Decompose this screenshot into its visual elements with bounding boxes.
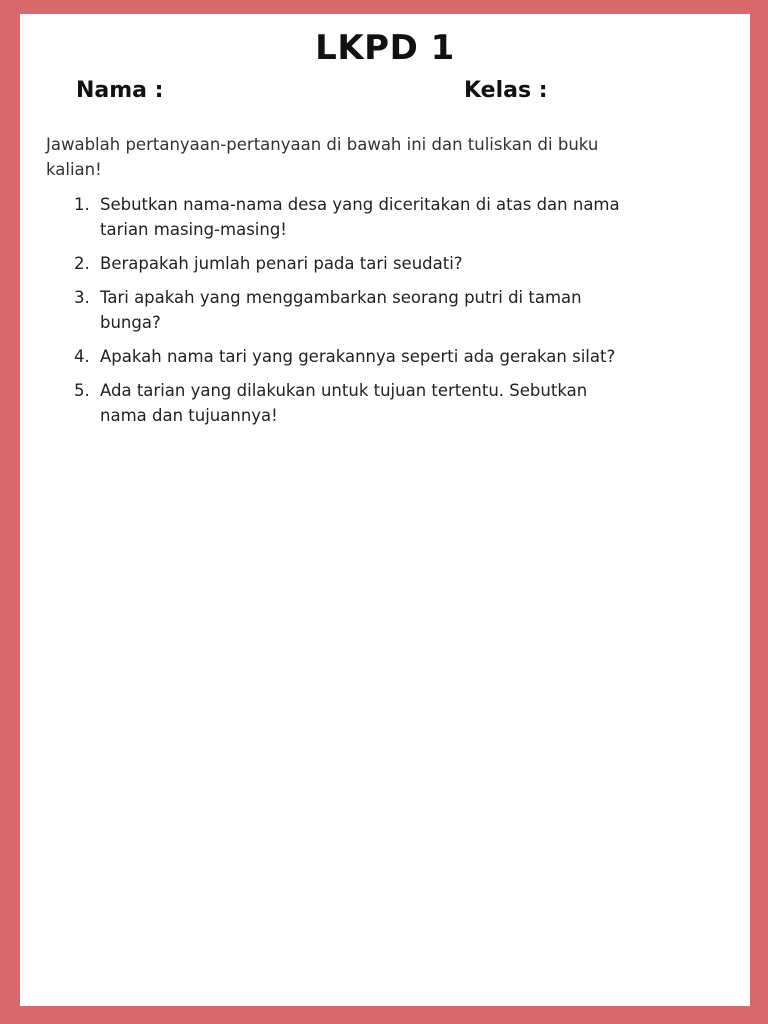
question-text: Berapakah jumlah penari pada tari seudati? (100, 254, 463, 273)
question-number: 2. (74, 254, 90, 273)
instruction-text: Jawablah pertanyaan-pertanyaan di bawah ini dan tuliskan di buku kalian! (46, 135, 599, 179)
question-item (74, 251, 634, 276)
worksheet-page (20, 14, 750, 1006)
question-number: 3. (74, 288, 90, 307)
class-label: Kelas : (464, 78, 548, 103)
question-item (74, 285, 634, 335)
question-number: 4. (74, 347, 90, 366)
question-number: 1. (74, 195, 90, 214)
question-text: Tari apakah yang menggambarkan seorang putri di taman bunga? (100, 288, 582, 332)
question-text: Apakah nama tari yang gerakannya seperti ada gerakan silat? (100, 347, 616, 366)
question-number: 5. (74, 381, 90, 400)
question-list (74, 192, 634, 437)
question-text: Ada tarian yang dilakukan untuk tujuan tertentu. Sebutkan nama dan tujuannya! (100, 381, 588, 425)
question-item (74, 192, 634, 242)
question-item (74, 378, 634, 428)
name-label: Nama : (76, 78, 164, 103)
question-text: Sebutkan nama-nama desa yang diceritakan di atas dan nama tarian masing-masing! (100, 195, 620, 239)
worksheet-title: LKPD 1 (315, 28, 455, 68)
question-item (74, 344, 634, 369)
